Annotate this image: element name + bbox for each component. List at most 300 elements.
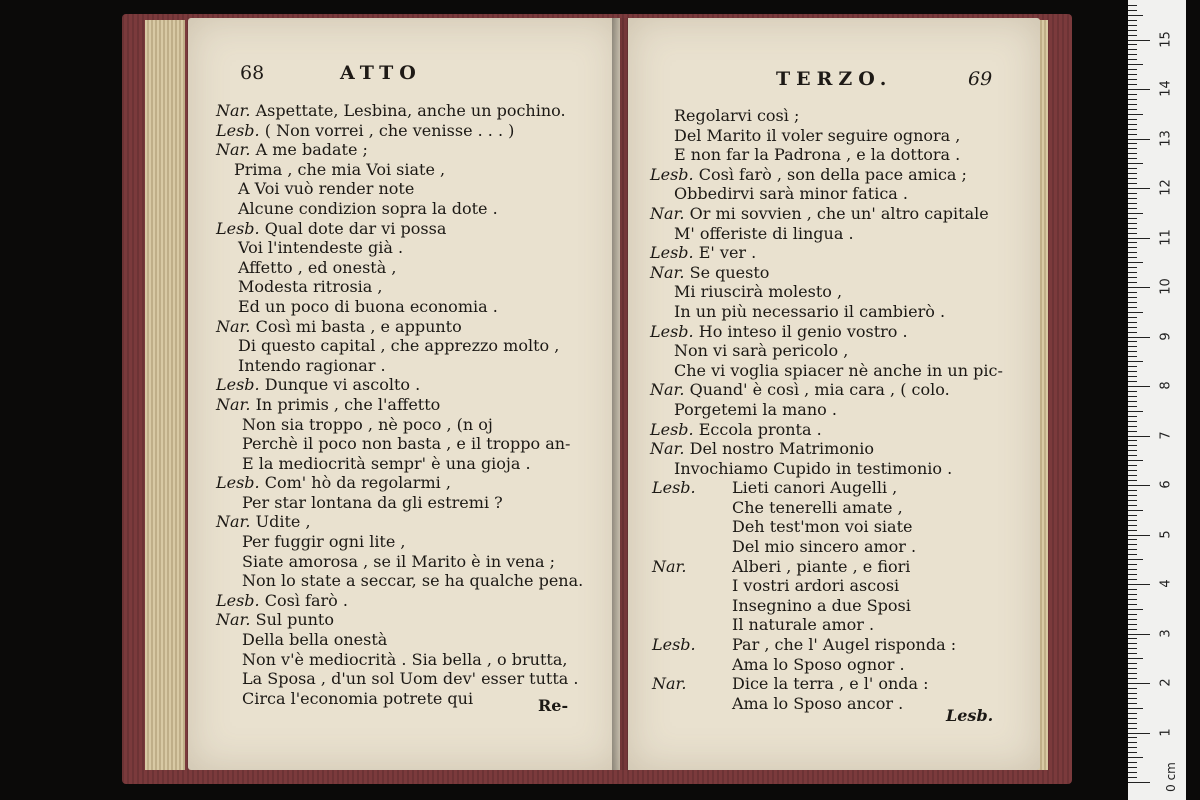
verse-text: Che tenerelli amate , — [732, 497, 903, 517]
speaker-label: Lesb. — [650, 321, 694, 341]
ruler-tick — [1128, 634, 1150, 635]
ruler-tick — [1128, 728, 1137, 729]
ruler-tick — [1128, 554, 1137, 555]
text-line — [216, 199, 583, 219]
ruler-tick — [1128, 64, 1143, 65]
verse-text: Mi riuscirà molesto , — [674, 282, 843, 302]
ruler-tick — [1128, 332, 1137, 333]
ruler-tick — [1128, 658, 1143, 659]
ruler-tick — [1128, 247, 1137, 248]
verse-text: Il naturale amor . — [732, 615, 875, 635]
text-line — [216, 375, 583, 395]
ruler-tick — [1128, 767, 1137, 768]
ruler-tick — [1128, 158, 1137, 159]
verse-text: Affetto , ed onestà , — [238, 257, 397, 277]
verse-text: Aspettate, Lesbina, anche un pochino. — [255, 101, 566, 120]
speaker-label: Nar. — [216, 512, 251, 532]
ruler-tick — [1128, 594, 1137, 595]
ruler-tick — [1128, 515, 1137, 516]
verse-text: A Voi vuò render note — [238, 179, 415, 199]
ruler-tick — [1128, 79, 1137, 80]
text-line — [216, 512, 583, 532]
ruler-tick — [1128, 520, 1137, 521]
text-line — [216, 493, 583, 513]
ruler-tick — [1128, 599, 1137, 600]
ruler-tick — [1128, 436, 1150, 437]
ruler-tick — [1128, 723, 1137, 724]
ruler-tick — [1128, 703, 1137, 704]
ruler-tick — [1128, 544, 1137, 545]
speaker-label: Nar. — [650, 380, 685, 400]
verse-text: In un più necessario il cambierò . — [674, 301, 946, 321]
ruler-tick — [1128, 178, 1137, 179]
ruler-number: 12 — [1158, 179, 1174, 196]
ruler-tick — [1128, 762, 1137, 763]
ruler-unit-label: 0 cm — [1163, 762, 1178, 792]
text-line — [216, 277, 583, 297]
text-line — [650, 106, 1003, 126]
verse-text: E la mediocrità sempr' è una gioja . — [242, 453, 531, 473]
ruler-number: 10 — [1158, 278, 1174, 295]
text-line — [650, 341, 1003, 361]
ruler-tick — [1128, 490, 1137, 491]
verse-text: Quand' è così , mia cara , ( colo. — [689, 380, 950, 400]
ruler-tick — [1128, 698, 1137, 699]
text-line — [216, 591, 583, 611]
ruler-number: 7 — [1158, 430, 1174, 440]
ruler-tick — [1128, 713, 1137, 714]
verse-text: Voi l'intendeste già . — [238, 238, 404, 258]
ruler-tick — [1128, 465, 1137, 466]
ruler-tick — [1128, 396, 1137, 397]
verse-text: Non vi sarà pericolo , — [674, 341, 849, 361]
verse-text: Di questo capital , che apprezzo molto , — [238, 336, 560, 356]
text-line — [650, 635, 1003, 655]
ruler-tick — [1128, 530, 1137, 531]
ruler-tick — [1128, 614, 1137, 615]
ruler-tick — [1128, 440, 1137, 441]
text-line — [650, 439, 1003, 459]
verse-text: Non v'è mediocrità . Sia bella , o brutta, — [242, 649, 568, 669]
ruler-tick — [1128, 559, 1143, 560]
text-line — [650, 184, 1003, 204]
ruler-tick — [1128, 688, 1137, 689]
ruler-tick — [1128, 500, 1137, 501]
verse-text: Per fuggir ogni lite , — [242, 532, 406, 552]
text-line — [650, 537, 1003, 557]
ruler-tick — [1128, 228, 1137, 229]
speaker-label: Lesb. — [652, 635, 696, 655]
ruler-tick — [1128, 94, 1137, 95]
ruler-tick — [1128, 69, 1137, 70]
ruler-tick — [1128, 510, 1143, 511]
speaker-label: Nar. — [650, 262, 685, 282]
ruler-tick — [1128, 747, 1137, 748]
text-line — [216, 140, 583, 160]
text-line — [216, 434, 583, 454]
ruler-number: 13 — [1158, 129, 1174, 147]
text-line — [650, 243, 1003, 263]
ruler-tick — [1128, 663, 1137, 664]
speaker-label: Lesb. — [216, 218, 260, 238]
ruler-tick — [1128, 475, 1137, 476]
speaker-label: Nar. — [216, 610, 251, 630]
ruler-tick — [1128, 297, 1137, 298]
ruler-tick — [1128, 757, 1143, 758]
ruler-tick — [1128, 282, 1137, 283]
ruler-tick — [1128, 49, 1137, 50]
verse-text: Porgetemi la mano . — [674, 399, 837, 419]
verse-text: Perchè il poco non basta , e il troppo an- — [242, 434, 571, 454]
ruler-tick — [1128, 416, 1137, 417]
ruler-tick — [1128, 40, 1150, 41]
speaker-label: Nar. — [216, 101, 251, 120]
ruler-tick — [1128, 619, 1137, 620]
verse-text: Modesta ritrosia , — [238, 277, 383, 297]
ruler-tick — [1128, 386, 1150, 387]
ruler-tick — [1128, 139, 1150, 140]
verse-text: Intendo ragionar . — [238, 355, 386, 375]
text-line — [650, 400, 1003, 420]
ruler-number: 3 — [1158, 628, 1174, 638]
text-line — [216, 356, 583, 376]
ruler-tick — [1128, 317, 1137, 318]
ruler-tick — [1128, 252, 1137, 253]
speaker-label: Nar. — [650, 439, 685, 459]
text-line — [650, 615, 1003, 635]
ruler-tick — [1128, 742, 1137, 743]
text-line — [650, 302, 1003, 322]
text-block — [216, 101, 583, 708]
ruler-tick — [1128, 322, 1137, 323]
ruler-tick — [1128, 589, 1137, 590]
ruler-tick — [1128, 54, 1137, 55]
verse-text: Non sia troppo , nè poco , (n oj — [242, 414, 493, 434]
ruler-tick — [1128, 426, 1137, 427]
ruler-tick — [1128, 450, 1137, 451]
ruler-tick — [1128, 371, 1137, 372]
verse-text: E' ver . — [698, 243, 757, 263]
ruler-tick — [1128, 525, 1137, 526]
ruler-tick — [1128, 693, 1137, 694]
ruler-number: 1 — [1158, 727, 1174, 737]
ruler-tick — [1128, 30, 1137, 31]
ruler-tick — [1128, 272, 1137, 273]
ruler-tick — [1128, 153, 1137, 154]
ruler-tick — [1128, 168, 1137, 169]
ruler-tick — [1128, 604, 1137, 605]
verse-text: Alcune condizion sopra la dote . — [238, 198, 498, 218]
right-page — [628, 18, 1040, 770]
catchword: Lesb. — [946, 706, 994, 725]
ruler-tick — [1128, 143, 1137, 144]
ruler-tick — [1128, 539, 1137, 540]
ruler-tick — [1128, 579, 1137, 580]
ruler-tick — [1128, 292, 1137, 293]
ruler-tick — [1128, 15, 1143, 16]
page-edges-left — [145, 20, 185, 770]
text-line — [650, 322, 1003, 342]
ruler-tick — [1128, 99, 1137, 100]
text-line — [650, 517, 1003, 537]
ruler-tick — [1128, 337, 1150, 338]
text-line — [216, 258, 583, 278]
text-line — [650, 557, 1003, 577]
ruler-tick — [1128, 737, 1137, 738]
text-line — [650, 165, 1003, 185]
ruler-tick — [1128, 218, 1137, 219]
ruler-tick — [1128, 312, 1143, 313]
ruler-number: 5 — [1158, 529, 1174, 539]
verse-text: Prima , che mia Voi siate , — [234, 159, 446, 179]
text-line — [216, 317, 583, 337]
ruler-tick — [1128, 193, 1137, 194]
ruler-tick — [1128, 460, 1143, 461]
ruler-tick — [1128, 411, 1143, 412]
text-block — [650, 106, 1003, 713]
ruler-tick — [1128, 188, 1150, 189]
ruler-tick — [1128, 421, 1137, 422]
ruler-tick — [1128, 307, 1137, 308]
ruler-number: 4 — [1158, 579, 1174, 588]
verse-text: Or mi sovvien , che un' altro capitale — [689, 203, 989, 223]
ruler-tick — [1128, 549, 1137, 550]
measurement-ruler — [1128, 0, 1186, 800]
verse-text: Così mi basta , e appunto — [255, 316, 462, 336]
ruler-tick — [1128, 198, 1137, 199]
verse-text: Lieti canori Augelli , — [732, 478, 898, 498]
verse-text: Se questo — [689, 262, 770, 282]
text-line — [650, 263, 1003, 283]
speaker-label: Lesb. — [216, 590, 260, 610]
text-line — [216, 395, 583, 415]
verse-text: Del Marito il voler seguire ognora , — [674, 125, 961, 145]
ruler-tick — [1128, 673, 1137, 674]
ruler-tick — [1128, 678, 1137, 679]
left-page — [188, 18, 620, 770]
verse-text: Circa l'economia potrete qui — [242, 688, 474, 708]
ruler-tick — [1128, 104, 1137, 105]
text-line — [650, 145, 1003, 165]
verse-text: ( Non vorrei , che venisse . . . ) — [264, 120, 515, 140]
ruler-tick — [1128, 44, 1137, 45]
ruler-tick — [1128, 89, 1150, 90]
ruler-tick — [1128, 772, 1137, 773]
verse-text: Par , che l' Augel risponda : — [732, 635, 957, 655]
speaker-label: Nar. — [216, 316, 251, 336]
ruler-tick — [1128, 223, 1137, 224]
ruler-tick — [1128, 708, 1143, 709]
text-line — [216, 336, 583, 356]
verse-text: Alberi , piante , e fiori — [732, 556, 911, 576]
text-line — [216, 219, 583, 239]
ruler-tick — [1128, 10, 1137, 11]
ruler-tick — [1128, 242, 1137, 243]
ruler-number: 11 — [1158, 228, 1174, 246]
ruler-tick — [1128, 59, 1137, 60]
ruler-tick — [1128, 213, 1143, 214]
ruler-tick — [1128, 302, 1137, 303]
text-line — [216, 630, 583, 650]
ruler-tick — [1128, 480, 1137, 481]
text-line — [650, 361, 1003, 381]
verse-text: Del mio sincero amor . — [732, 537, 917, 557]
ruler-tick — [1128, 84, 1137, 85]
text-line — [650, 459, 1003, 479]
ruler-tick — [1128, 470, 1137, 471]
ruler-number: 9 — [1158, 331, 1174, 341]
ruler-number: 8 — [1158, 381, 1174, 390]
ruler-tick — [1128, 485, 1150, 486]
ruler-tick — [1128, 431, 1137, 432]
ruler-tick — [1128, 495, 1137, 496]
text-line — [216, 454, 583, 474]
text-line — [216, 669, 583, 689]
ruler-tick — [1128, 163, 1143, 164]
ruler-tick — [1128, 535, 1150, 536]
text-line — [650, 478, 1003, 498]
running-head: TERZO. — [776, 68, 893, 90]
text-line — [650, 674, 1003, 694]
verse-text: Della bella onestà — [242, 630, 388, 650]
ruler-tick — [1128, 376, 1137, 377]
ruler-number: 6 — [1158, 480, 1174, 489]
verse-text: In primis , che l'affetto — [255, 394, 441, 414]
speaker-label: Nar. — [216, 394, 251, 414]
speaker-label: Nar. — [652, 556, 687, 576]
ruler-tick — [1128, 35, 1137, 36]
text-line — [216, 160, 583, 180]
verse-text: Del nostro Matrimonio — [689, 439, 875, 459]
ruler-tick — [1128, 20, 1137, 21]
text-line — [216, 238, 583, 258]
ruler-tick — [1128, 267, 1137, 268]
ruler-tick — [1128, 183, 1137, 184]
ruler-tick — [1128, 569, 1137, 570]
verse-text: Qual dote dar vi possa — [264, 218, 447, 238]
page-number: 68 — [240, 62, 265, 84]
speaker-label: Lesb. — [216, 473, 260, 493]
verse-text: Eccola pronta . — [698, 419, 822, 439]
verse-text: Per star lontana da gli estremi ? — [242, 492, 503, 512]
verse-text: Ama lo Sposo ancor . — [732, 693, 904, 713]
ruler-tick — [1128, 584, 1150, 585]
ruler-tick — [1128, 505, 1137, 506]
ruler-tick — [1128, 609, 1143, 610]
text-line — [216, 101, 583, 121]
ruler-tick — [1128, 406, 1137, 407]
ruler-number: 2 — [1158, 678, 1174, 687]
ruler-tick — [1128, 381, 1137, 382]
verse-text: Ed un poco di buona economia . — [238, 296, 498, 316]
ruler-tick — [1128, 391, 1137, 392]
speaker-label: Nar. — [216, 140, 251, 160]
speaker-label: Lesb. — [650, 419, 694, 439]
ruler-tick — [1128, 287, 1150, 288]
verse-text: Insegnino a due Sposi — [732, 595, 911, 615]
ruler-tick — [1128, 119, 1137, 120]
ruler-tick — [1128, 643, 1137, 644]
ruler-tick — [1128, 668, 1137, 669]
ruler-tick — [1128, 277, 1137, 278]
speaker-label: Lesb. — [216, 120, 260, 140]
verse-text: Obbedirvi sarà minor fatica . — [674, 184, 908, 204]
ruler-tick — [1128, 445, 1137, 446]
ruler-tick — [1128, 624, 1137, 625]
speaker-label: Lesb. — [216, 375, 260, 395]
ruler-tick — [1128, 5, 1137, 6]
ruler-tick — [1128, 718, 1137, 719]
ruler-tick — [1128, 356, 1137, 357]
text-line — [650, 224, 1003, 244]
ruler-tick — [1128, 148, 1137, 149]
ruler-tick — [1128, 124, 1137, 125]
ruler-tick — [1128, 782, 1150, 783]
verse-text: A me badate ; — [255, 140, 368, 160]
ruler-tick — [1128, 361, 1143, 362]
text-line — [216, 610, 583, 630]
speaker-label: Nar. — [650, 203, 685, 223]
ruler-tick — [1128, 25, 1137, 26]
speaker-label: Lesb. — [650, 243, 694, 263]
ruler-tick — [1128, 114, 1143, 115]
verse-text: Non lo state a seccar, se ha qualche pena. — [242, 571, 584, 591]
verse-text: Così farò . — [264, 590, 348, 610]
ruler-tick — [1128, 401, 1137, 402]
verse-text: La Sposa , d'un sol Uom dev' esser tutta . — [242, 669, 579, 689]
text-line — [216, 650, 583, 670]
verse-text: Dice la terra , e l' onda : — [732, 674, 929, 694]
ruler-tick — [1128, 653, 1137, 654]
verse-text: Udite , — [255, 512, 311, 532]
text-line — [216, 532, 583, 552]
ruler-tick — [1128, 233, 1137, 234]
ruler-tick — [1128, 638, 1137, 639]
ruler-tick — [1128, 777, 1137, 778]
verse-text: Così farò , son della pace amica ; — [698, 164, 967, 184]
text-line — [216, 552, 583, 572]
ruler-tick — [1128, 564, 1137, 565]
text-line — [650, 655, 1003, 675]
text-line — [650, 204, 1003, 224]
running-head: ATTO — [340, 62, 422, 84]
text-line — [216, 415, 583, 435]
page-number: 69 — [968, 68, 993, 90]
verse-text: M' offeriste di lingua . — [674, 223, 854, 243]
text-line — [650, 596, 1003, 616]
ruler-tick — [1128, 173, 1137, 174]
ruler-number: 15 — [1158, 30, 1174, 48]
ruler-tick — [1128, 346, 1137, 347]
text-line — [216, 689, 583, 709]
ruler-tick — [1128, 351, 1137, 352]
text-line — [650, 576, 1003, 596]
ruler-tick — [1128, 262, 1143, 263]
ruler-tick — [1128, 366, 1137, 367]
ruler-tick — [1128, 238, 1150, 239]
speaker-label: Nar. — [652, 674, 687, 694]
verse-text: Ama lo Sposo ognor . — [732, 654, 905, 674]
text-line — [216, 571, 583, 591]
verse-text: Siate amorosa , se il Marito è in vena ; — [242, 551, 556, 571]
verse-text: Che vi voglia spiacer nè anche in un pic- — [674, 360, 1003, 380]
text-line — [650, 498, 1003, 518]
text-line — [216, 179, 583, 199]
verse-text: Ho inteso il genio vostro . — [698, 321, 908, 341]
text-line — [650, 380, 1003, 400]
ruler-tick — [1128, 455, 1137, 456]
verse-text: Dunque vi ascolto . — [264, 375, 421, 395]
